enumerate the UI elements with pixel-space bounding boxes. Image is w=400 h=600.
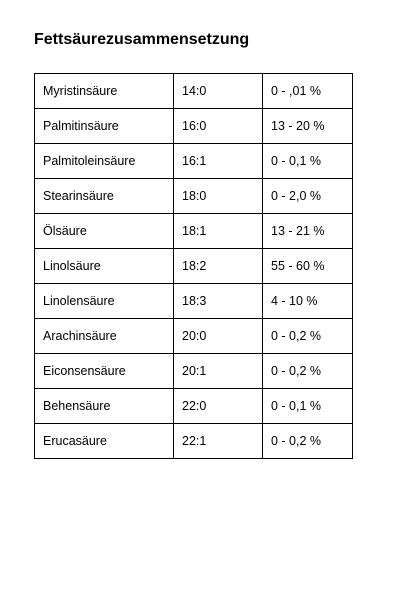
fatty-acid-name: Stearinsäure xyxy=(35,179,174,214)
fatty-acid-name: Erucasäure xyxy=(35,424,174,459)
fatty-acid-name: Myristinsäure xyxy=(35,74,174,109)
fatty-acid-code: 20:1 xyxy=(174,354,263,389)
fatty-acid-code: 18:0 xyxy=(174,179,263,214)
table-row xyxy=(35,109,353,144)
table-row xyxy=(35,354,353,389)
fatty-acid-range: 0 - 0,1 % xyxy=(263,389,353,424)
fatty-acid-name: Palmitoleinsäure xyxy=(35,144,174,179)
fatty-acid-name: Linolensäure xyxy=(35,284,174,319)
fatty-acid-code: 16:0 xyxy=(174,109,263,144)
table-row xyxy=(35,74,353,109)
table-row xyxy=(35,214,353,249)
table-row xyxy=(35,319,353,354)
table-row xyxy=(35,249,353,284)
fatty-acid-range: 0 - 0,2 % xyxy=(263,319,353,354)
page-title: Fettsäurezusammensetzung xyxy=(34,31,250,48)
fatty-acid-name: Palmitinsäure xyxy=(35,109,174,144)
fatty-acid-range: 0 - ,01 % xyxy=(263,74,353,109)
fatty-acid-name: Linolsäure xyxy=(35,249,174,284)
table-row xyxy=(35,179,353,214)
fatty-acid-name: Ölsäure xyxy=(35,214,174,249)
fatty-acid-range: 0 - 2,0 % xyxy=(263,179,353,214)
fatty-acid-code: 18:2 xyxy=(174,249,263,284)
fatty-acid-range: 55 - 60 % xyxy=(263,249,353,284)
table-row xyxy=(35,284,353,319)
fatty-acid-table xyxy=(34,73,353,459)
fatty-acid-code: 22:1 xyxy=(174,424,263,459)
fatty-acid-range: 13 - 20 % xyxy=(263,109,353,144)
fatty-acid-code: 18:1 xyxy=(174,214,263,249)
table-row xyxy=(35,424,353,459)
fatty-acid-code: 14:0 xyxy=(174,74,263,109)
fatty-acid-range: 13 - 21 % xyxy=(263,214,353,249)
fatty-acid-name: Behensäure xyxy=(35,389,174,424)
fatty-acid-code: 16:1 xyxy=(174,144,263,179)
fatty-acid-range: 0 - 0,1 % xyxy=(263,144,353,179)
fatty-acid-range: 0 - 0,2 % xyxy=(263,354,353,389)
fatty-acid-code: 20:0 xyxy=(174,319,263,354)
fatty-acid-range: 0 - 0,2 % xyxy=(263,424,353,459)
table-row xyxy=(35,144,353,179)
fatty-acid-code: 22:0 xyxy=(174,389,263,424)
fatty-acid-name: Arachinsäure xyxy=(35,319,174,354)
fatty-acid-range: 4 - 10 % xyxy=(263,284,353,319)
table-row xyxy=(35,389,353,424)
fatty-acid-code: 18:3 xyxy=(174,284,263,319)
fatty-acid-name: Eiconsensäure xyxy=(35,354,174,389)
